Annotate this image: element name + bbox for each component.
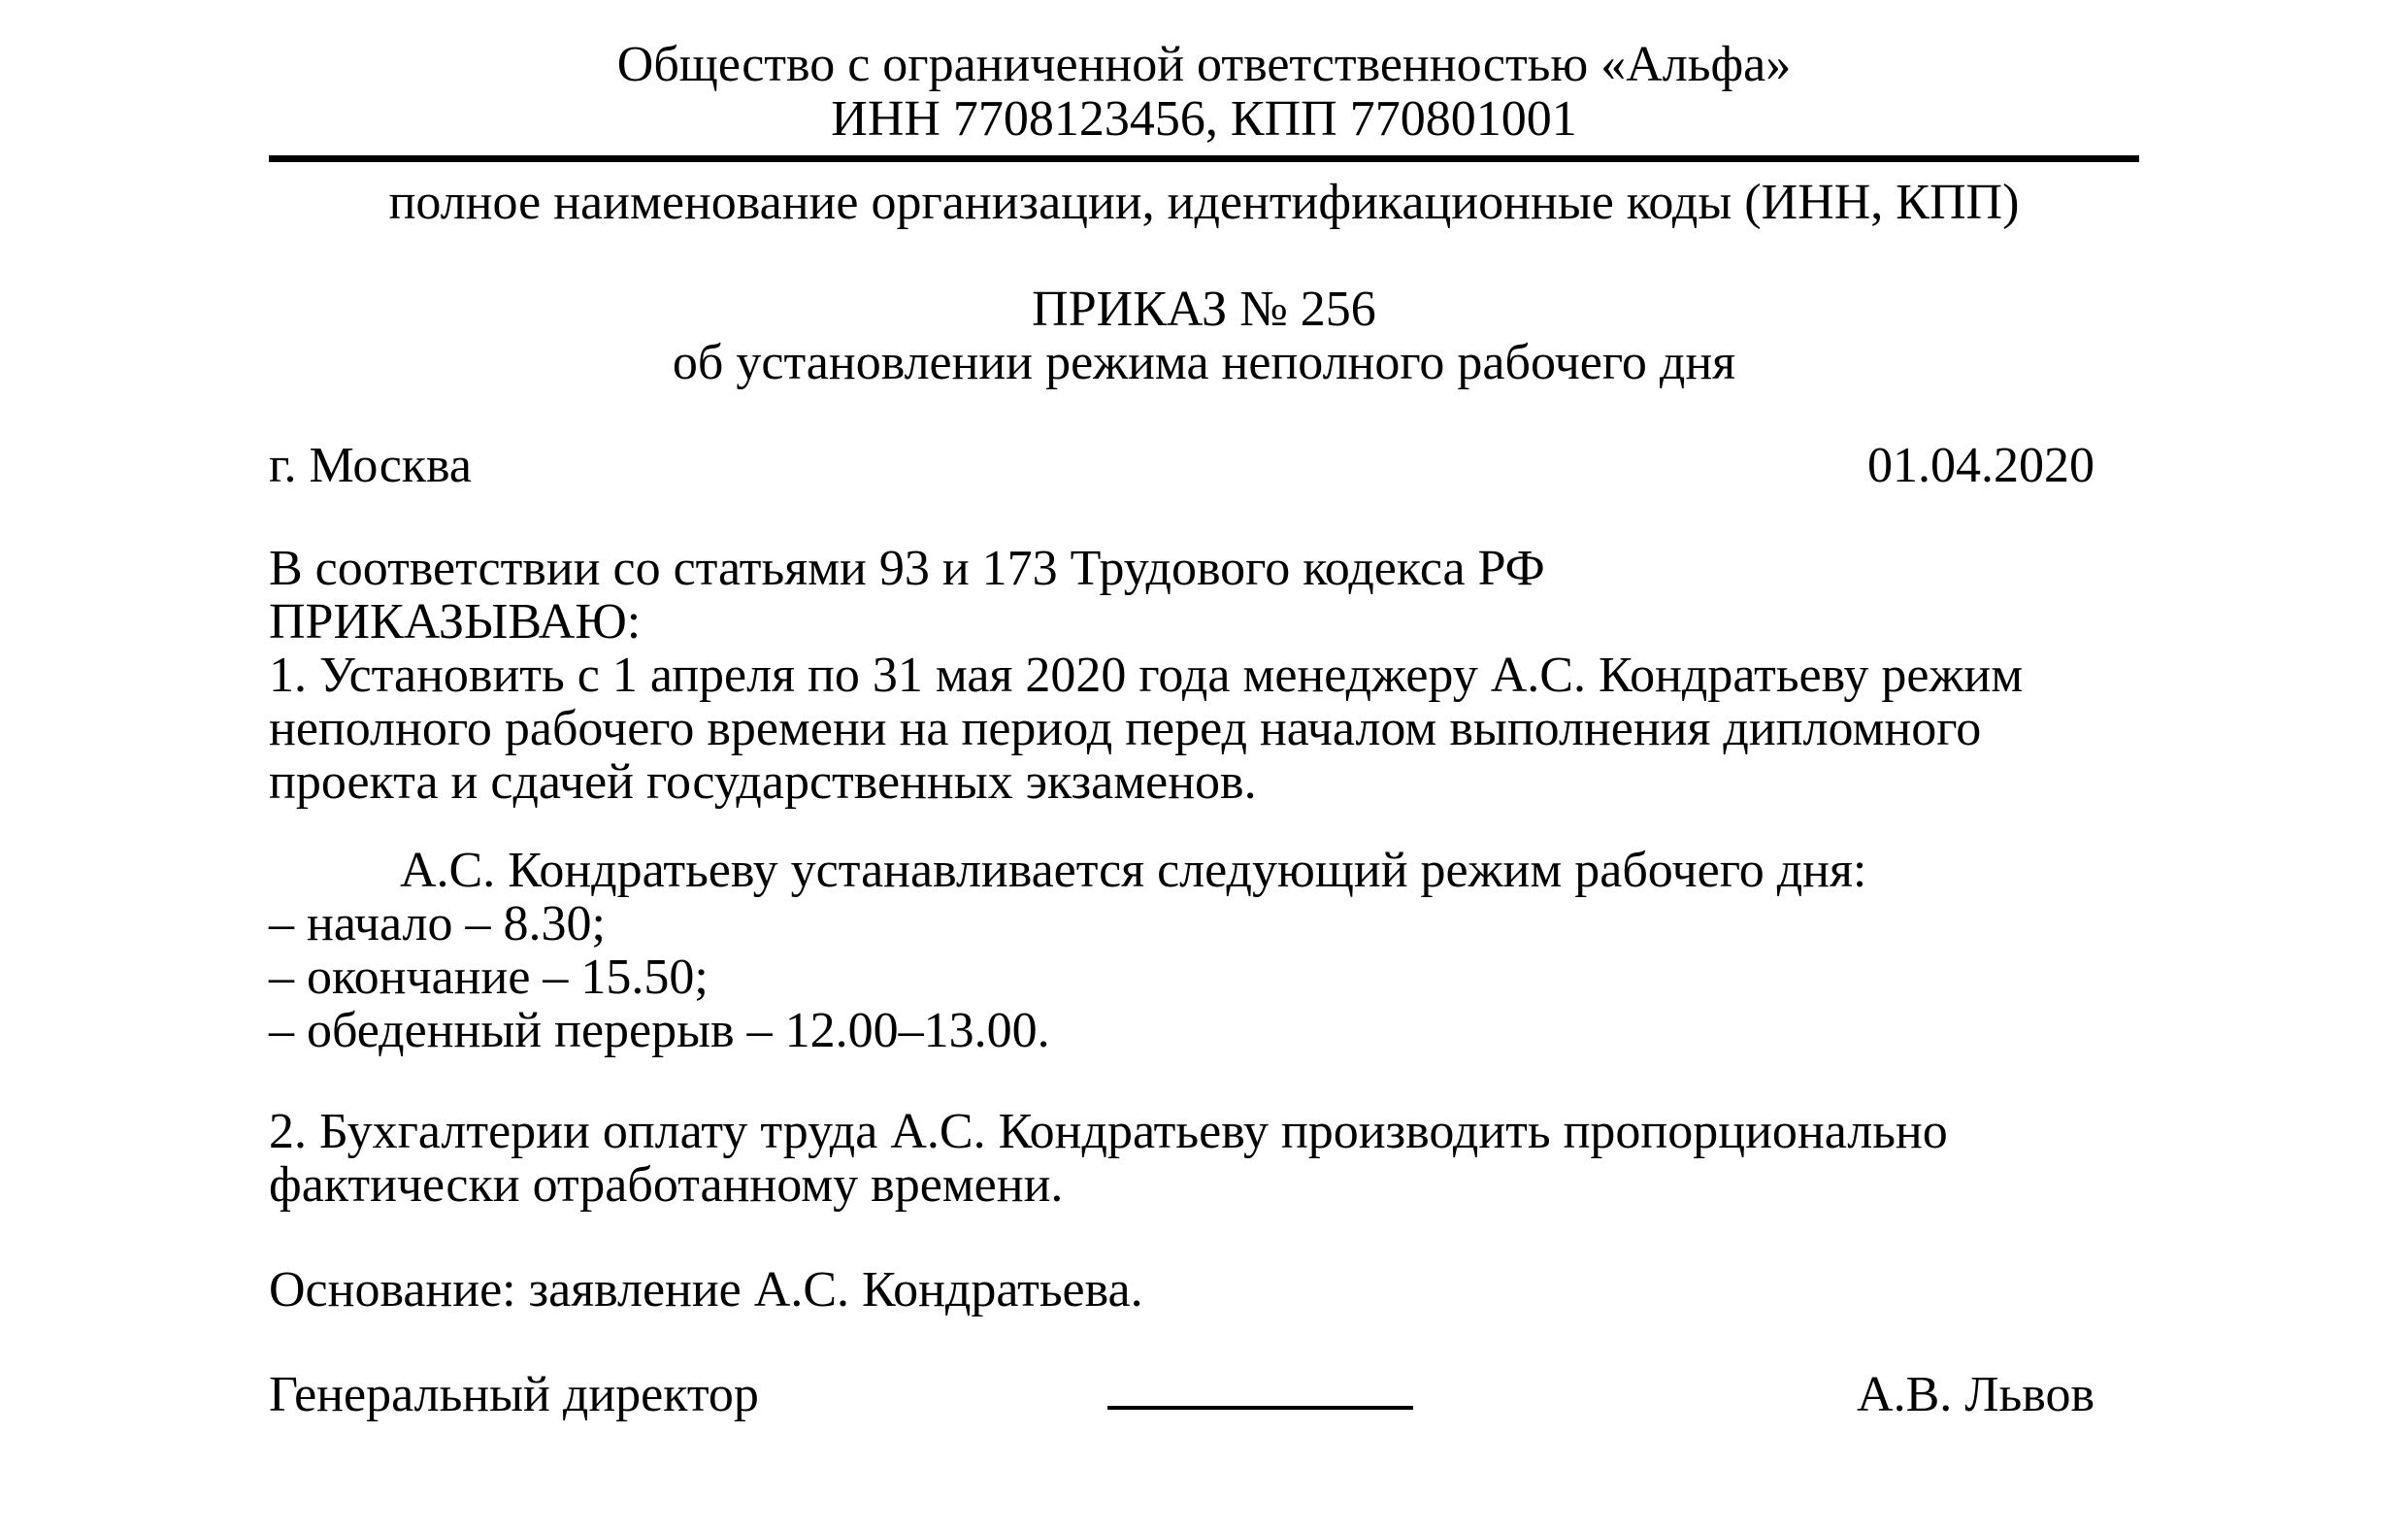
caption-line: полное наименование организации, идентификационные коды (ИНН, КПП) [388,175,2020,230]
schedule-item-end: – окончание – 15.50; [269,950,709,1005]
letterhead-caption [269,176,2139,229]
letterhead-rule [269,155,2139,162]
city-date-row [269,439,2139,492]
order-title: ПРИКАЗ № 256 [1032,282,1376,337]
director-position-label: Генеральный директор [269,1367,759,1422]
order-subtitle: об установлении режима неполного рабочего дня [672,335,1736,390]
order-item2-line: фактически отработанному времени. [269,1157,1064,1213]
decree-word: ПРИКАЗЫВАЮ: [269,594,642,650]
order-item1-line: 1. Установить с 1 апреля по 31 мая 2020 года менеджеру А.С. Кондратьеву режим [269,648,2024,703]
director-name: А.В. Львов [1857,1367,2095,1422]
schedule-intro-line: А.С. Кондратьеву устанавливается следующий режим рабочего дня: [400,843,1867,898]
signature-line [1107,1406,1413,1410]
schedule-item-start: – начало – 8.30; [269,896,606,951]
order-title-block [269,283,2139,389]
order-item1-line: проекта и сдачей государственных экзаменов. [269,754,1257,810]
city-label: г. Москва [269,438,472,493]
org-inn-kpp-line: ИНН 7708123456, КПП 770801001 [831,91,1577,147]
intro-line: В соответствии со статьями 93 и 173 Трудового кодекса РФ [269,541,1545,596]
date-label: 01.04.2020 [1867,438,2095,493]
order-item1-line: неполного рабочего времени на период перед началом выполнения дипломного [269,701,1982,756]
order-item2-line: 2. Бухгалтерии оплату труда А.С. Кондратьеву производить пропорционально [269,1104,1948,1159]
order-body [269,542,2139,1421]
schedule-item-lunch: – обеденный перерыв – 12.00–13.00. [269,1003,1050,1058]
letterhead [269,38,2139,147]
signature-row [269,1368,2139,1421]
basis-line: Основание: заявление А.С. Кондратьева. [269,1262,1143,1317]
org-name-line: Общество с ограниченной ответственностью «Альфа» [616,37,1792,92]
